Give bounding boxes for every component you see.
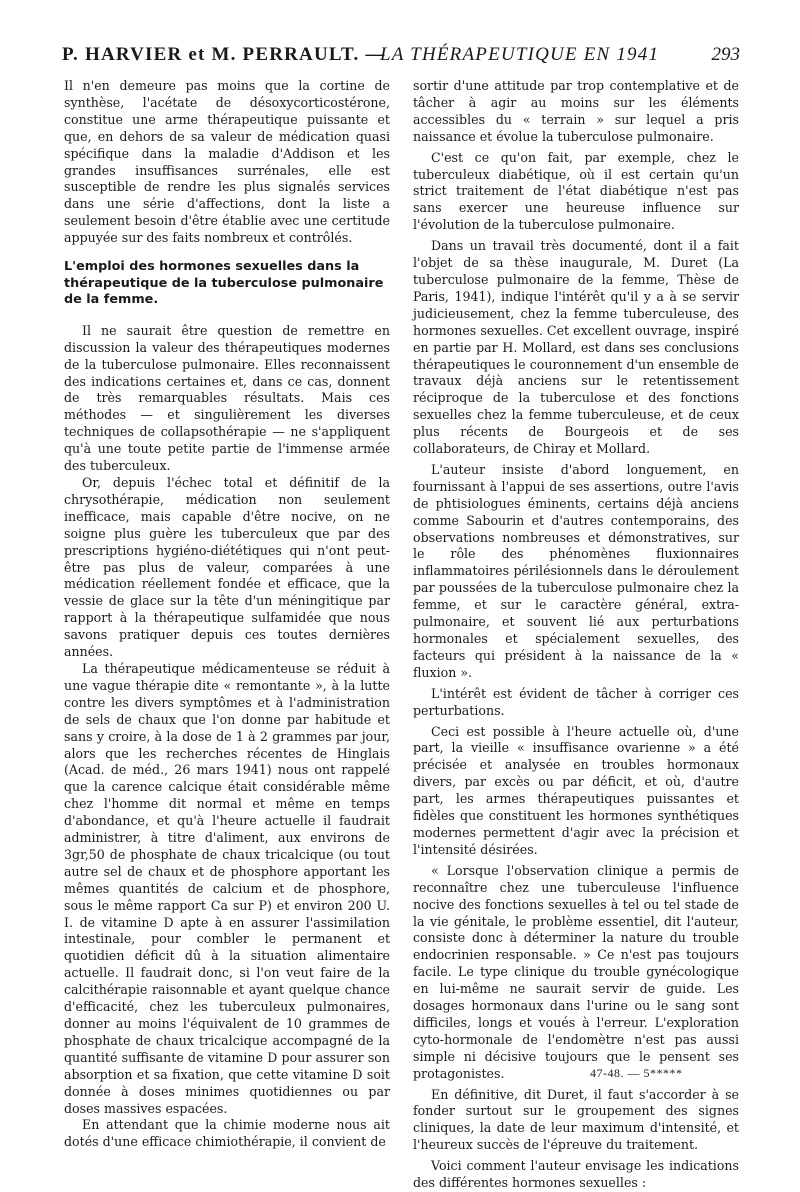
paragraph: L'auteur insiste d'abord longuement, en fournissant à l'appui de ses assertions, outre l'avis de phtisiologues éminents, certains déjà anciens comme Sabourin et d'autres contemporains, des observations nombreuses et démonstratives, sur le rôle des phénomènes fluxionnaires inflammatoires périlésionnels dans le déroulement par poussées de la tuberculose pulmonaire chez la femme, et sur le caractère général, extra-pulmonaire, et souvent lié aux perturbations hormonales et spécialement sexuelles, des facteurs qui président à la naissance de la « fluxion ». [413,461,739,680]
right-column [413,78,739,1191]
paragraph: Il ne saurait être question de remettre en discussion la valeur des thérapeutiques modernes de la tuberculose pulmonaire. Elles reconnaissent des indications certaines et, dans ce cas, donnent de très remarquables résultats. Mais ces méthodes — et singulièrement les diverses techniques de collapsothérapie — ne s'appliquent qu'à une toute petite partie de l'immense armée des tuberculeux. [64,322,390,474]
paragraph: sortir d'une attitude par trop contemplative et de tâcher à agir au moins sur les éléments accessibles du « terrain » sur lequel a pris naissance et évolue la tuberculose pulmonaire. [413,78,739,144]
paragraph: Il n'en demeure pas moins que la cortine de synthèse, l'acétate de désoxycorticostérone, constitue une arme thérapeutique puissante et que, en dehors de sa valeur de médication quasi spécifique dans la maladie d'Addison et les grandes insuffisances surrénales, elle est susceptible de rendre les plus signalés services dans une série d'affections, dont la liste a seulement besoin d'être établie avec une certitude appuyée sur des faits nombreux et contrôlés. [64,78,390,246]
paragraph: C'est ce qu'on fait, par exemple, chez le tuberculeux diabétique, où il est certain qu'un strict traitement de l'état diabétique n'est pas sans exercer une heureuse influence sur l'évolution de la tuberculose pulmonaire. [413,149,739,233]
header-title: LA THÉRAPEUTIQUE EN 1941 [380,44,660,65]
section-heading: L'emploi des hormones sexuelles dans la thérapeutique de la tuberculose pulmonaire de la femme. [64,259,384,308]
paragraph: Voici comment l'auteur envisage les indications des différentes hormones sexuelles : [413,1158,739,1191]
paragraph: Dans un travail très documenté, dont il a fait l'objet de sa thèse inaugurale, M. Duret (La tuberculose pulmonaire de la femme, Thèse de Paris, 1941), indique l'intérêt qu'il y a à se servir judicieusement, chez la femme tuberculeuse, des hormones sexuelles. Cet excellent ouvrage, inspiré en partie par H. Mollard, est dans ses conclusions thérapeutiques le couronnement d'un ensemble de travaux déjà anciens sur le retentissement réciproque de la tuberculose et des fonctions sexuelles chez la femme tuberculeuse, et de ceux plus récents de Bourgeois et de ses collaborateurs, de Chiray et Mollard. [413,238,739,457]
page-footer-signature: 47-48. — 5***** [590,1066,683,1080]
header-authors: P. HARVIER et M. PERRAULT. — [62,44,386,65]
page-number: 293 [711,44,740,65]
paragraph: « Lorsque l'observation clinique a permis de reconnaître chez une tuberculeuse l'influence nocive des fonctions sexuelles à tel ou tel stade de la vie génitale, le problème essentiel, dit l'auteur, consiste donc à déterminer la nature du trouble endocrinien responsable. » Ce n'est pas toujours facile. Le type clinique du trouble gynécologique en lui-même ne saurait servir de guide. Les dosages hormonaux dans l'urine ou le sang sont difficiles, longs et voués à l'erreur. L'exploration cyto-hormonale de l'endomètre n'est pas aussi simple ni décisive toujours que le pensent ses protagonistes. [413,862,739,1081]
paragraph: Or, depuis l'échec total et définitif de la chrysothérapie, médication non seulement inefficace, mais capable d'être nocive, on ne soigne plus guère les tuberculeux que par des prescriptions hygiéno-diététiques qui n'ont peut-être pas plus de valeur, comparées à une médication réellement fondée et efficace, que la vessie de glace sur la tête d'un méningitique par rapport à la thérapeutique sulfamidée que nous savons pratiquer depuis ces toutes dernières années. [64,475,390,660]
paragraph: En attendant que la chimie moderne nous ait dotés d'une efficace chimiothérapie, il convient de [64,1117,390,1150]
left-column [64,78,390,1150]
paragraph: En définitive, dit Duret, il faut s'accorder à se fonder surtout sur le groupement des signes cliniques, la date de leur maximum d'intensité, et l'heureux succès de l'épreuve du traitement. [413,1086,739,1153]
paragraph: La thérapeutique médicamenteuse se réduit à une vague thérapie dite « remontante », à la lutte contre les divers symptômes et à l'administration de sels de chaux que l'on donne par habitude et sans y croire, à la dose de 1 à 2 grammes par jour, alors que les recherches récentes de Hinglais (Acad. de méd., 26 mars 1941) nous ont rappelé que la carence calcique était considérable même chez l'homme dit normal et même en temps d'abondance, et qu'à l'heure actuelle il faudrait administrer, à titre d'aliment, aux environs de 3gr,50 de phosphate de chaux tricalcique (ou tout autre sel de chaux et de phosphore apportant les mêmes quantités de calcium et de phosphore, sous le même rapport Ca sur P) et environ 200 U. I. de vitamine D apte à en assurer l'assimilation intestinale, pour combler le permanent et quotidien déficit dû à la situation alimentaire actuelle. Il faudrait donc, si l'on veut faire de la calcithérapie raisonnable et ayant quelque chance d'efficacité, chez les tuberculeux pulmonaires, donner au moins l'équivalent de 10 grammes de phosphate de chaux tricalcique accompagné de la quantité suffisante de vitamine D pour assurer son absorption et sa fixation, que cette vitamine D soit donnée à doses minimes quotidiennes ou par doses massives espacées. [64,660,390,1116]
paragraph: Ceci est possible à l'heure actuelle où, d'une part, la vieille « insuffisance ovarienne » a été précisée et analysée en troubles hormonaux divers, par excès ou par déficit, et où, d'autre part, les armes thérapeutiques puissantes et fidèles que constituent les hormones synthétiques modernes permettent d'agir avec la précision et l'intensité désirées. [413,723,739,857]
running-header [62,44,740,78]
paragraph: L'intérêt est évident de tâcher à corriger ces perturbations. [413,685,739,718]
